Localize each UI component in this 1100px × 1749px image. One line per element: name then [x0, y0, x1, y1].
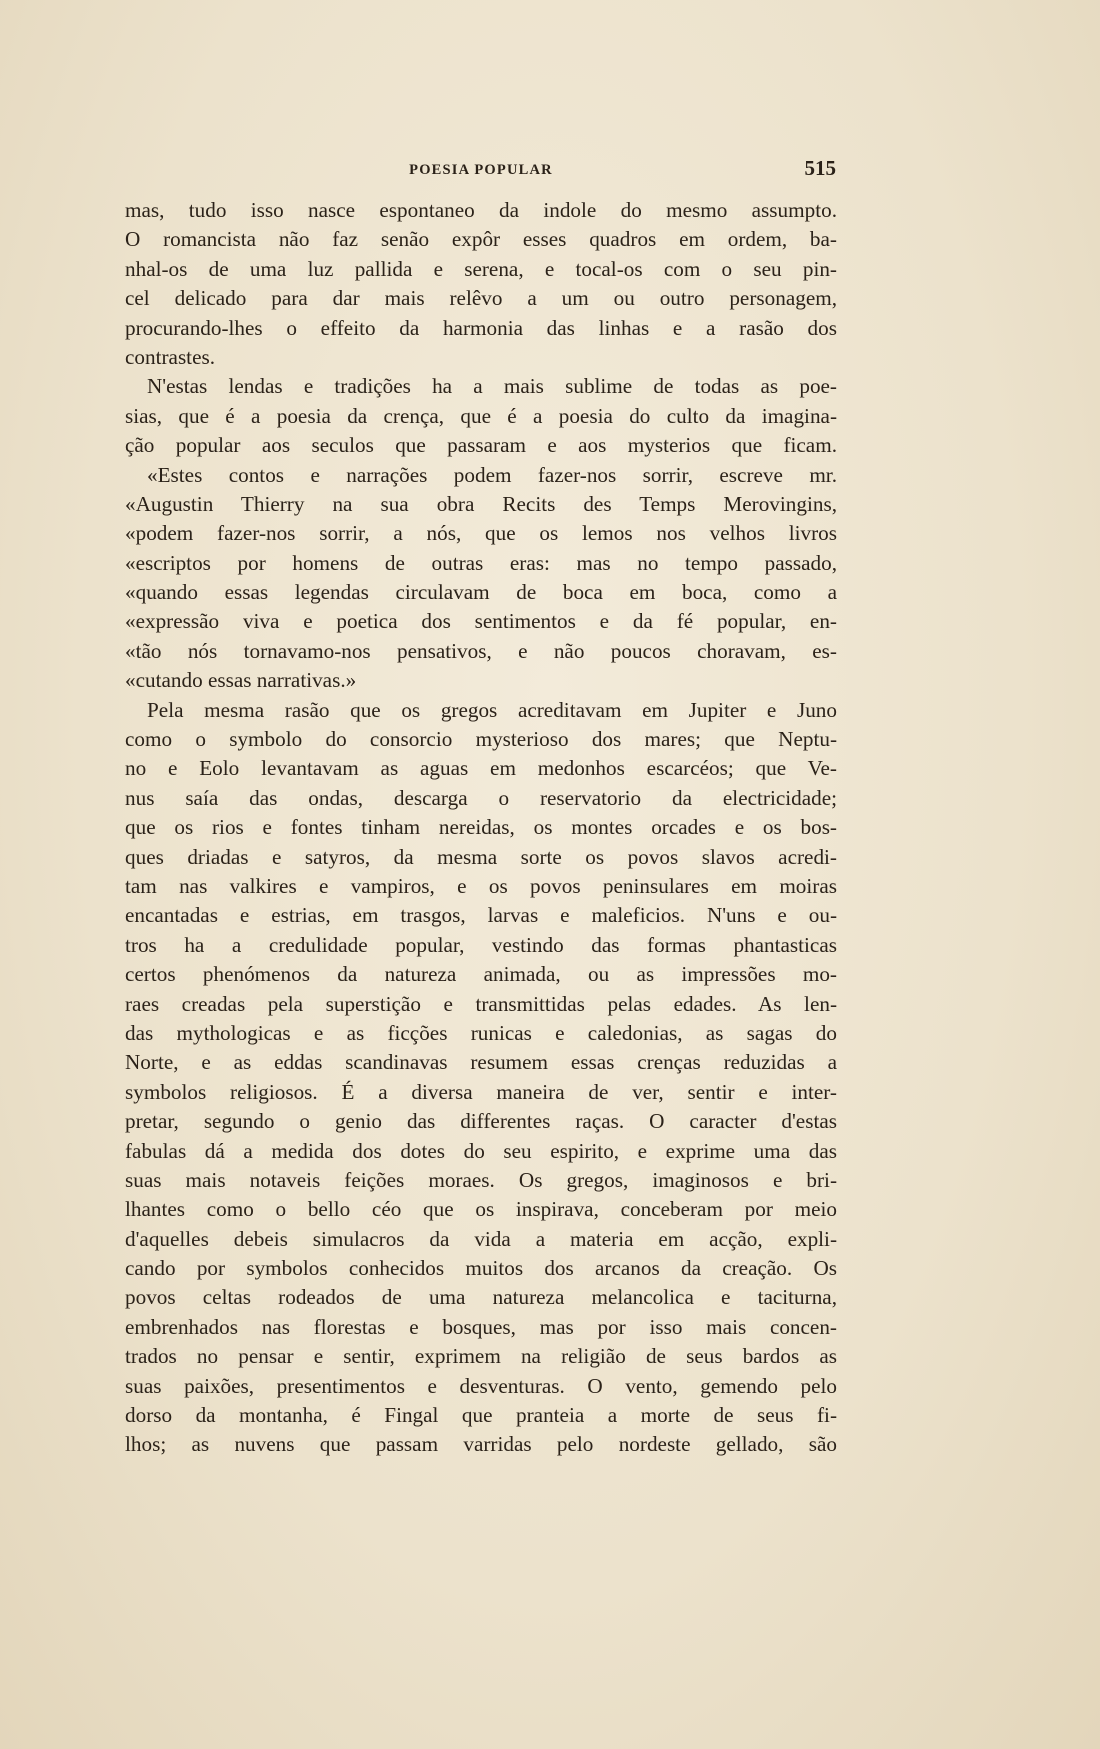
text-line: fabulas dá a medida dos dotes do seu espirito, e exprime uma das: [125, 1138, 837, 1163]
text-line: «cutando essas narrativas.»: [125, 668, 357, 693]
text-line: «Augustin Thierry na sua obra Recits des Temps Merovingins,: [125, 491, 837, 516]
text-line: nus saía das ondas, descarga o reservatorio da electricidade;: [125, 785, 837, 810]
running-header: [126, 156, 836, 184]
text-line: «Estes contos e narrações podem fazer-nos sorrir, escreve mr.: [147, 462, 837, 487]
text-line: symbolos religiosos. É a diversa maneira de ver, sentir e inter-: [125, 1079, 837, 1104]
text-line: raes creadas pela superstição e transmittidas pelas edades. As len-: [125, 991, 837, 1016]
text-line: «escriptos por homens de outras eras: mas no tempo passado,: [125, 550, 837, 575]
text-line: suas mais notaveis feições moraes. Os gregos, imaginosos e bri-: [125, 1167, 837, 1192]
text-line: tam nas valkires e vampiros, e os povos peninsulares em moiras: [125, 873, 837, 898]
text-line: nhal-os de uma luz pallida e serena, e tocal-os com o seu pin-: [125, 256, 837, 281]
text-line: Norte, e as eddas scandinavas resumem essas crenças reduzidas a: [125, 1050, 837, 1075]
text-line: Pela mesma rasão que os gregos acreditavam em Jupiter e Juno: [147, 697, 837, 722]
text-line: sias, que é a poesia da crença, que é a poesia do culto da imagina-: [125, 403, 837, 428]
text-line: dorso da montanha, é Fingal que pranteia a morte de seus fi-: [125, 1403, 837, 1428]
text-line: «quando essas legendas circulavam de boca em boca, como a: [125, 580, 837, 605]
text-line: encantadas e estrias, em trasgos, larvas e maleficios. N'uns e ou-: [125, 903, 837, 928]
text-line: povos celtas rodeados de uma natureza melancolica e taciturna,: [125, 1285, 837, 1310]
text-line: mas, tudo isso nasce espontaneo da indole do mesmo assumpto.: [125, 198, 837, 222]
text-line: lhantes como o bello céo que os inspirava, conceberam por meio: [125, 1197, 837, 1222]
text-line: das mythologicas e as ficções runicas e caledonias, as sagas do: [125, 1020, 837, 1045]
text-line: ção popular aos seculos que passaram e aos mysterios que ficam.: [125, 433, 837, 458]
text-line: trados no pensar e sentir, exprimem na religião de seus bardos as: [125, 1344, 837, 1369]
text-line: tros ha a credulidade popular, vestindo das formas phantasticas: [125, 932, 837, 957]
text-line: pretar, segundo o genio das differentes raças. O caracter d'estas: [125, 1109, 837, 1134]
text-line: «tão nós tornavamo-nos pensativos, e não poucos choravam, es-: [125, 638, 837, 663]
text-line: no e Eolo levantavam as aguas em medonhos escarcéos; que Ve-: [125, 756, 837, 781]
text-line: «podem fazer-nos sorrir, a nós, que os lemos nos velhos livros: [125, 521, 837, 546]
text-line: N'estas lendas e tradições ha a mais sublime de todas as poe-: [147, 374, 837, 399]
body-text: [125, 196, 837, 1460]
text-line: lhos; as nuvens que passam varridas pelo nordeste gellado, são: [125, 1432, 837, 1457]
text-line: d'aquelles debeis simulacros da vida a materia em acção, expli-: [125, 1226, 837, 1251]
text-line: O romancista não faz senão expôr esses quadros em ordem, ba-: [125, 227, 837, 252]
text-line: cel delicado para dar mais relêvo a um ou outro personagem,: [125, 286, 837, 311]
text-line: suas paixões, presentimentos e desventuras. O vento, gemendo pelo: [125, 1373, 837, 1398]
text-line: ques driadas e satyros, da mesma sorte os povos slavos acredi-: [125, 844, 837, 869]
text-line: cando por symbolos conhecidos muitos dos arcanos da creação. Os: [125, 1256, 837, 1281]
text-line: procurando-lhes o effeito da harmonia das linhas e a rasão dos: [125, 315, 837, 340]
text-line: contrastes.: [125, 344, 216, 369]
text-line: como o symbolo do consorcio mysterioso dos mares; que Neptu-: [125, 727, 837, 752]
text-line: embrenhados nas florestas e bosques, mas por isso mais concen-: [125, 1314, 837, 1339]
text-line: que os rios e fontes tinham nereidas, os montes orcades e os bos-: [125, 815, 837, 840]
running-title: POESIA POPULAR: [409, 162, 553, 178]
text-line: certos phenómenos da natureza animada, ou as impressões mo-: [125, 962, 837, 987]
page-number: 515: [804, 156, 836, 180]
text-line: «expressão viva e poetica dos sentimentos e da fé popular, en-: [125, 609, 837, 634]
